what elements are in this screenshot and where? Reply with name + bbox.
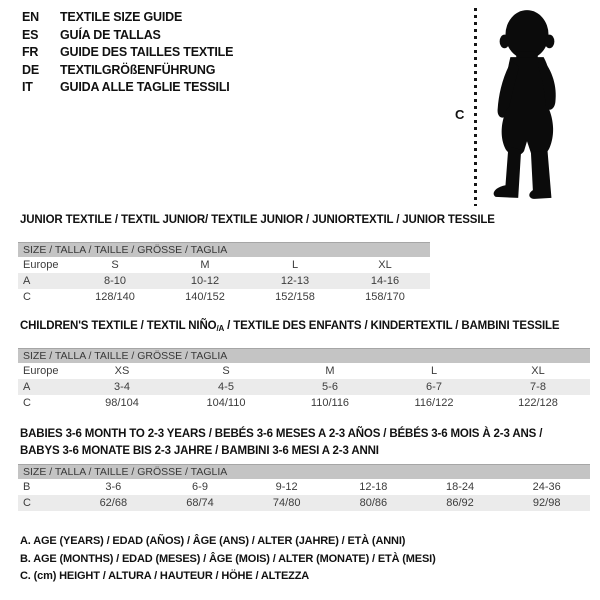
footnote-height: C. (cm) HEIGHT / ALTURA / HAUTEUR / HÖHE / ALTEZZA [20, 570, 310, 582]
table-cell: 14-16 [370, 275, 400, 287]
table-cell: 92/98 [532, 497, 561, 509]
table-cell: 74/80 [272, 497, 301, 509]
height-marker-line [474, 8, 477, 206]
babies-title-line2: BABYS 3-6 MONATE BIS 2-3 JAHRE / BAMBINI 3-6 MESI A 2-3 ANNI [20, 445, 379, 457]
children-size-table [18, 348, 590, 411]
row-label: Europe [23, 365, 59, 377]
table-row-columns [18, 257, 430, 273]
size-header-bar: SIZE / TALLA / TAILLE / GRÖSSE / TAGLIA [18, 242, 430, 257]
table-cell: 128/140 [95, 291, 135, 303]
table-cell: 7-8 [530, 381, 546, 393]
language-row [22, 44, 233, 62]
language-label: TEXTILGRÖßENFÜHRUNG [60, 62, 216, 77]
table-row-columns [18, 363, 590, 379]
language-title-list [22, 9, 233, 97]
row-label: A [23, 381, 31, 393]
table-cell: 110/116 [310, 397, 350, 409]
table-row-age [18, 379, 590, 395]
babies-size-table [18, 464, 590, 511]
height-marker-label: C [455, 107, 465, 122]
table-cell: 116/122 [414, 397, 454, 409]
table-cell: 6-7 [426, 381, 442, 393]
table-cell: 104/110 [206, 397, 246, 409]
row-label: C [23, 497, 31, 509]
table-cell: 122/128 [518, 397, 558, 409]
table-row-age-months [18, 479, 590, 495]
row-label: Europe [23, 259, 59, 271]
table-cell: 3-6 [105, 481, 122, 493]
language-code: ES [22, 27, 39, 42]
column-header: S [111, 259, 119, 271]
size-header-bar: SIZE / TALLA / TAILLE / GRÖSSE / TAGLIA [18, 464, 590, 479]
column-header: L [291, 259, 299, 271]
children-table-title [20, 320, 559, 333]
table-cell: 4-5 [218, 381, 234, 393]
children-title-subscript: /A [216, 324, 225, 333]
language-code: DE [22, 62, 39, 77]
language-code: FR [22, 45, 39, 59]
table-cell: 3-4 [114, 381, 130, 393]
table-cell: 68/74 [186, 497, 214, 509]
table-cell: 80/86 [359, 497, 388, 509]
table-cell: 10-12 [190, 275, 220, 287]
column-header: XL [378, 259, 392, 271]
column-header: M [325, 365, 335, 377]
table-cell: 158/170 [365, 291, 405, 303]
table-cell: 6-9 [192, 481, 208, 493]
table-cell: 12-13 [280, 275, 310, 287]
babies-table-title [20, 426, 580, 460]
column-header: L [430, 365, 438, 377]
table-row-height [18, 495, 590, 511]
column-header: S [222, 365, 230, 377]
language-code: IT [22, 80, 33, 94]
language-label: TEXTILE SIZE GUIDE [60, 10, 183, 24]
table-row-height [18, 395, 590, 411]
size-header-bar: SIZE / TALLA / TAILLE / GRÖSSE / TAGLIA [18, 348, 590, 363]
table-cell: 9-12 [275, 481, 298, 493]
column-header: M [200, 259, 210, 271]
row-label: C [23, 397, 31, 409]
footnote-age-months: B. AGE (MONTHS) / EDAD (MESES) / ÂGE (MOIS) / ALTER (MONATE) / ETÀ (MESI) [20, 552, 436, 565]
language-row [22, 9, 233, 27]
table-cell: 8-10 [103, 275, 127, 287]
table-cell: 24-36 [532, 481, 561, 493]
row-label: B [23, 481, 31, 493]
row-label: C [23, 291, 31, 303]
language-label: GUIDE DES TAILLES TEXTILE [60, 45, 234, 59]
language-label: GUÍA DE TALLAS [60, 27, 161, 42]
babies-title-line1: BABIES 3-6 MONTH TO 2-3 YEARS / BEBÉS 3-6 MESES A 2-3 AÑOS / BÉBÉS 3-6 MOIS À 2-3 ANS / [20, 428, 543, 440]
language-code: EN [22, 10, 39, 24]
row-label: A [23, 275, 31, 287]
children-title-suffix: / TEXTILE DES ENFANTS / KINDERTEXTIL / BAMBINI TESSILE [224, 320, 560, 332]
language-row [22, 27, 233, 45]
table-cell: 152/158 [275, 291, 315, 303]
column-header: XL [531, 365, 545, 377]
table-cell: 12-18 [359, 481, 388, 493]
table-row-age [18, 273, 430, 289]
footnote-age-years: A. AGE (YEARS) / EDAD (AÑOS) / ÂGE (ANS) / ALTER (JAHRE) / ETÀ (ANNI) [20, 535, 406, 547]
table-cell: 18-24 [445, 481, 475, 493]
table-row-height [18, 289, 430, 305]
baby-silhouette-icon [483, 7, 571, 205]
language-label: GUIDA ALLE TAGLIE TESSILI [60, 80, 230, 94]
junior-size-table [18, 242, 430, 305]
table-cell: 86/92 [446, 497, 474, 509]
children-title-prefix: CHILDREN'S TEXTILE / TEXTIL NIÑO [20, 320, 217, 332]
table-cell: 140/152 [185, 291, 225, 303]
language-row [22, 79, 233, 97]
table-cell: 5-6 [322, 381, 338, 393]
language-row [22, 62, 233, 80]
column-header: XS [114, 365, 130, 377]
junior-table-title: JUNIOR TEXTILE / TEXTIL JUNIOR/ TEXTILE JUNIOR / JUNIORTEXTIL / JUNIOR TESSILE [20, 214, 495, 226]
footnote-list [20, 533, 436, 586]
table-cell: 62/68 [99, 497, 128, 509]
table-cell: 98/104 [105, 397, 139, 409]
